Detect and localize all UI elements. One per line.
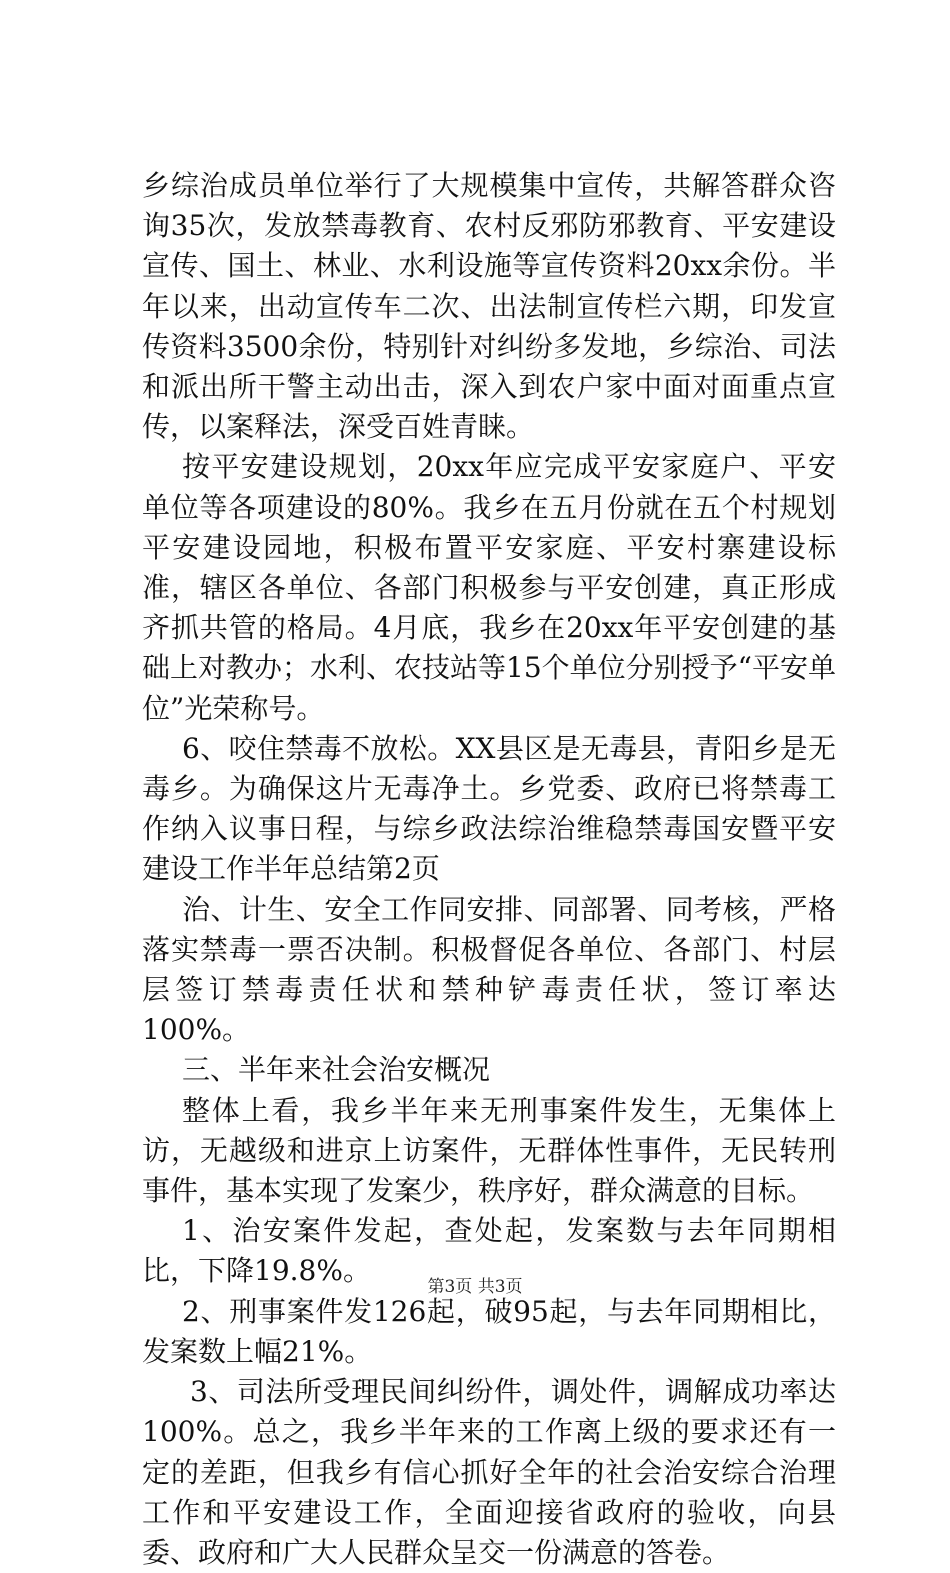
paragraph-2: 按平安建设规划，20xx年应完成平安家庭户、平安单位等各项建设的80%。我乡在五月份就在五个村规划平安建设园地，积极布置平安家庭、平安村寨建设标准，辖区各单位、各部门积极参与平安创建，真正形成齐抓共管的格局。4月底，我乡在20xx年平安创建的基础上对教办；水利、农技站等15个单位分别授予“平安单位”光荣称号。 — [142, 450, 836, 725]
paragraph-3: 6、咬住禁毒不放松。XX县区是无毒县，青阳乡是无毒乡。为确保这片无毒净土。乡党委、政府已将禁毒工作纳入议事日程，与综乡政法综治维稳禁毒国安暨平安建设工作半年总结第2页 — [142, 731, 836, 886]
section-heading-3: 三、半年来社会治安概况 — [182, 1053, 491, 1087]
list-item-1: 1、治安案件发起，查处起，发案数与去年同期相比，下降19.8%。 — [142, 1214, 836, 1288]
document-body — [142, 166, 836, 1573]
paragraph-4: 治、计生、安全工作同安排、同部署、同考核，严格落实禁毒一票否决制。积极督促各单位、各部门、村层层签订禁毒责任状和禁种铲毒责任状，签订率达100%。 — [142, 892, 836, 1047]
paragraph-1: 乡综治成员单位举行了大规模集中宣传，共解答群众咨询35次，发放禁毒教育、农村反邪防邪教育、平安建设宣传、国土、林业、水利设施等宣传资料20xx余份。半年以来，出动宣传车二次、出法制宣传栏六期，印发宣传资料3500余份，特别针对纠纷多发地，乡综治、司法和派出所干警主动出击，深入到农户家中面对面重点宣传，以案释法，深受百姓青睐。 — [142, 169, 836, 444]
page-number-footer: 第3页 共3页 — [427, 1277, 523, 1297]
list-item-3: 3、司法所受理民间纠纷件，调处件，调解成功率达100%。总之，我乡半年来的工作离上级的要求还有一定的差距，但我乡有信心抓好全年的社会治安综合治理工作和平安建设工作，全面迎接省政府的验收，向县委、政府和广大人民群众呈交一份满意的答卷。 — [142, 1375, 836, 1569]
paragraph-6: 整体上看，我乡半年来无刑事案件发生，无集体上访，无越级和进京上访案件，无群体性事件，无民转刑事件，基本实现了发案少，秩序好，群众满意的目标。 — [142, 1093, 836, 1208]
list-item-2: 2、刑事案件发126起，破95起，与去年同期相比，发案数上幅21%。 — [142, 1294, 836, 1368]
